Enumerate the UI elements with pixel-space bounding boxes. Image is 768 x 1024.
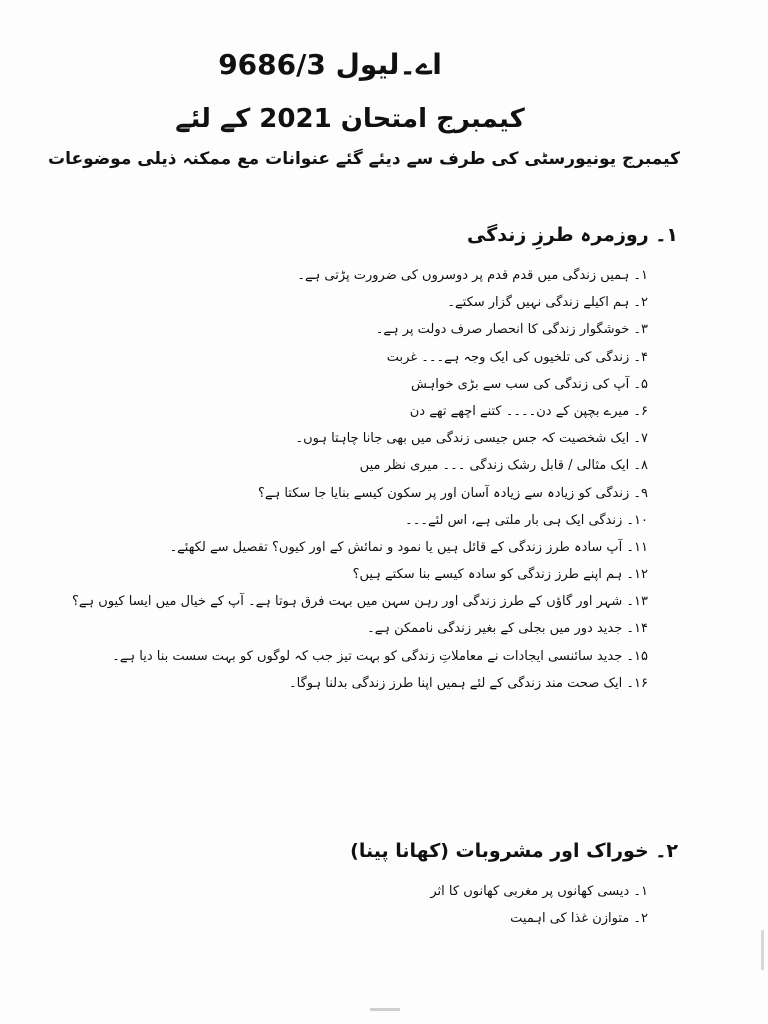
document-level-title: اے۔لیول 9686/3	[218, 48, 442, 81]
list-item: ۷۔ ایک شخصیت کہ جس جیسی زندگی میں بھی جانا چاہتا ہوں۔	[295, 431, 648, 447]
list-item: ۱۔ دیسی کھانوں پر مغربی کھانوں کا اثر	[430, 884, 648, 899]
section-heading-food-drinks: ۲۔ خوراک اور مشروبات (کھانا پینا)	[350, 840, 678, 862]
list-item: ۱۴۔ جدید دور میں بجلی کے بغیر زندگی ناممکن ہے۔	[367, 621, 648, 637]
list-item: ۲۔ ہم اکیلے زندگی نہیں گزار سکتے۔	[447, 295, 648, 311]
list-item: ۱۔ ہمیں زندگی میں قدم قدم پر دوسروں کی ضرورت پڑتی ہے۔	[297, 268, 648, 283]
list-item: ۴۔ زندگی کی تلخیوں کی ایک وجہ ہے۔۔۔ غربت	[386, 349, 648, 365]
list-item: ۸۔ ایک مثالی / قابل رشک زندگی ۔۔۔ میری نظر میں	[359, 458, 648, 474]
list-item: ۵۔ آپ کی زندگی کی سب سے بڑی خواہش	[411, 376, 648, 392]
list-item: ۱۶۔ ایک صحت مند زندگی کے لئے ہمیں اپنا طرز زندگی بدلنا ہوگا۔	[289, 675, 648, 691]
lifestyle-topic-list	[72, 262, 648, 697]
list-item: ۱۰۔ زندگی ایک ہی بار ملتی ہے، اس لئے۔۔۔	[405, 512, 648, 528]
list-item: ۲۔ متوازن غذا کی اہمیت	[510, 911, 648, 927]
list-item: ۱۵۔ جدید سائنسی ایجادات نے معاملاتِ زندگی کو بہت تیز جب کہ لوگوں کو بہت سست بنا دیا ہے۔	[112, 648, 648, 664]
document-exam-title: کیمبرج امتحان 2021 کے لئے	[175, 104, 525, 134]
list-item: ۹۔ زندگی کو زیادہ سے زیادہ آسان اور پر سکون کیسے بنایا جا سکتا ہے؟	[258, 485, 648, 501]
list-item: ۶۔ میرے بچپن کے دن۔۔۔۔ کتنے اچھے تھے دن	[409, 403, 648, 419]
list-item: ۳۔ خوشگوار زندگی کا انحصار صرف دولت پر ہے۔	[375, 322, 648, 338]
scan-edge-mark	[761, 930, 764, 970]
section-heading-lifestyle: ۱۔ روزمرہ طرزِ زندگی	[467, 224, 678, 246]
list-item: ۱۱۔ آپ سادہ طرز زندگی کے قائل ہیں یا نمود و نمائش کے اور کیوں؟ تفصیل سے لکھئے۔	[169, 539, 648, 555]
list-item: ۱۳۔ شہر اور گاؤں کے طرز زندگی اور رہن سہن میں بہت فرق ہوتا ہے۔ آپ کے خیال میں ایسا کیوں ہے؟	[71, 594, 648, 610]
document-subtitle: کیمبرج یونیورسٹی کی طرف سے دیئے گئے عنوانات مع ممکنہ ذیلی موضوعات	[48, 149, 680, 169]
scan-footer-mark	[370, 1008, 400, 1011]
list-item: ۱۲۔ ہم اپنے طرز زندگی کو سادہ کیسے بنا سکتے ہیں؟	[352, 567, 648, 583]
food-topic-list	[430, 878, 648, 932]
